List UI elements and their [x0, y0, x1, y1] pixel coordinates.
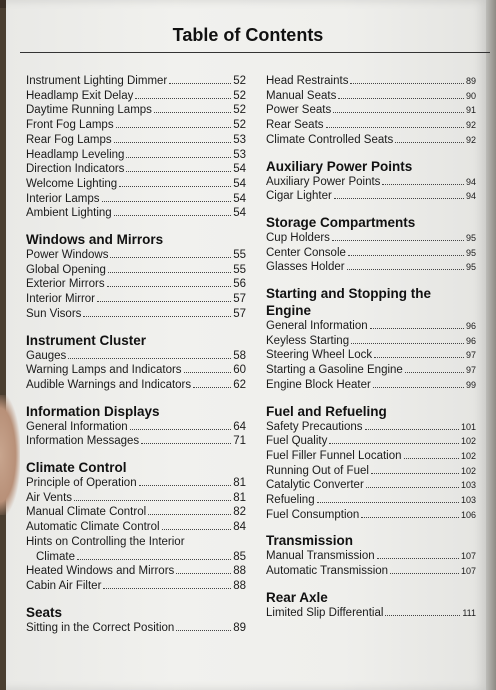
toc-entry[interactable]: [26, 292, 246, 307]
entry-label: Refueling: [266, 494, 315, 507]
dot-leader: [107, 286, 232, 287]
dot-leader: [382, 184, 464, 185]
entry-label: Interior Mirror: [26, 293, 96, 306]
page-number: 95: [465, 262, 476, 273]
entry-label: Power Windows: [26, 249, 109, 262]
toc-entry[interactable]: [266, 118, 476, 133]
dot-leader: [332, 240, 464, 241]
dot-leader: [169, 83, 231, 84]
entry-label: Direction Indicators: [26, 163, 125, 176]
entry-label: Head Restraints: [266, 75, 349, 87]
dot-leader: [154, 112, 231, 113]
dot-leader: [126, 171, 231, 172]
toc-entry[interactable]: [26, 621, 246, 636]
section-heading: Seats: [26, 604, 63, 620]
toc-entry[interactable]: [26, 363, 246, 378]
dot-leader: [374, 357, 464, 358]
toc-section: [266, 403, 476, 523]
dot-leader: [77, 559, 231, 560]
entry-label-continued: Climate: [36, 550, 75, 563]
dot-leader: [162, 529, 232, 530]
page-number: 52: [233, 104, 246, 117]
dot-leader: [371, 473, 459, 474]
page-number: 54: [233, 163, 246, 176]
entry-label: Engine Block Heater: [266, 378, 371, 391]
page-number: 94: [465, 191, 476, 202]
toc-entry[interactable]: [266, 378, 476, 393]
page-number: 84: [233, 521, 246, 534]
dot-leader: [390, 573, 459, 574]
page-number: 99: [465, 379, 476, 390]
entry-label: Manual Climate Control: [26, 506, 147, 519]
page-number: 85: [233, 550, 246, 563]
entry-label: Rear Seats: [266, 119, 324, 132]
dot-leader: [68, 358, 231, 359]
page-number: 102: [460, 436, 476, 447]
dot-leader: [350, 83, 464, 84]
dot-leader: [366, 487, 459, 488]
page-number: 53: [233, 133, 246, 146]
dot-leader: [351, 343, 464, 344]
page-number: 96: [465, 321, 476, 332]
entry-label: Cigar Lighter: [266, 190, 332, 203]
page-number: 111: [462, 607, 476, 618]
entry-label: Starting a Gasoline Engine: [266, 364, 403, 377]
toc-section: [266, 589, 476, 621]
toc-entry[interactable]: [26, 505, 246, 520]
toc-section: [26, 74, 246, 221]
dot-leader: [348, 255, 464, 256]
dot-leader: [148, 514, 231, 515]
dot-leader: [103, 588, 231, 589]
page-number: 97: [465, 365, 476, 376]
dot-leader: [361, 517, 459, 518]
toc-entry[interactable]: [266, 564, 476, 579]
toc-entry[interactable]: [26, 520, 246, 535]
dot-leader: [116, 127, 232, 128]
left-column: [26, 74, 246, 645]
dot-leader: [395, 142, 464, 143]
entry-label: Automatic Transmission: [266, 565, 389, 578]
toc-entry[interactable]: [266, 74, 476, 89]
section-heading: Information Displays: [26, 403, 160, 419]
page-number: 106: [460, 509, 476, 520]
page-number: 81: [233, 477, 246, 490]
page-number: 88: [233, 565, 246, 578]
toc-entry[interactable]: [26, 89, 246, 104]
page-number: 62: [233, 378, 246, 391]
page-number: 107: [460, 551, 476, 562]
dot-leader: [329, 443, 459, 444]
toc-entry[interactable]: [26, 148, 246, 163]
entry-label: Manual Transmission: [266, 550, 375, 563]
dot-leader: [404, 458, 459, 459]
entry-label: Welcome Lighting: [26, 177, 118, 190]
entry-label: Cabin Air Filter: [26, 579, 102, 592]
entry-label: Center Console: [266, 246, 346, 259]
page-number: 57: [233, 307, 246, 320]
page-number: 58: [233, 349, 246, 362]
dot-leader: [326, 127, 464, 128]
page-number: 57: [233, 293, 246, 306]
toc-entry[interactable]: [266, 260, 476, 275]
toc-section: [26, 403, 246, 449]
page-number: 71: [233, 435, 246, 448]
page-number: 54: [233, 177, 246, 190]
dot-leader: [184, 372, 232, 373]
page-number: 55: [233, 263, 246, 276]
page-number: 53: [233, 148, 246, 161]
dot-leader: [102, 201, 232, 202]
entry-label: Front Fog Lamps: [26, 119, 114, 132]
page-number: 64: [233, 420, 246, 433]
page-number: 52: [233, 75, 246, 87]
toc-entry[interactable]: [266, 89, 476, 104]
toc-section: [266, 74, 476, 148]
toc-entry[interactable]: [266, 549, 476, 564]
page-number: 92: [465, 134, 476, 145]
dot-leader: [130, 429, 232, 430]
entry-label: Limited Slip Differential: [266, 606, 384, 619]
entry-label: Safety Precautions: [266, 420, 363, 433]
entry-label: Hints on Controlling the Interior: [26, 535, 185, 548]
entry-label: Principle of Operation: [26, 477, 137, 490]
entry-label: Ambient Lighting: [26, 207, 112, 220]
section-heading: Fuel and Refueling: [266, 403, 387, 419]
toc-entry[interactable]: [26, 133, 246, 148]
entry-label: Sun Visors: [26, 307, 82, 320]
page-number: 55: [233, 249, 246, 262]
dot-leader: [334, 198, 464, 199]
toc-entry[interactable]: [26, 579, 246, 594]
toc-entry[interactable]: [26, 248, 246, 263]
toc-entry[interactable]: [26, 162, 246, 177]
entry-label: Catalytic Converter: [266, 479, 364, 492]
toc-entry[interactable]: [266, 348, 476, 363]
toc-entry[interactable]: [266, 363, 476, 378]
title-rule: [20, 52, 490, 53]
page-number: 52: [233, 89, 246, 102]
toc-entry[interactable]: [266, 434, 476, 449]
entry-label: Rear Fog Lamps: [26, 133, 112, 146]
toc-entry[interactable]: [266, 175, 476, 190]
toc-entry[interactable]: [26, 177, 246, 192]
section-heading: Rear Axle: [266, 589, 328, 605]
entry-label: Headlamp Exit Delay: [26, 89, 134, 102]
dot-leader: [110, 257, 231, 258]
right-column: [266, 74, 476, 631]
toc-entry[interactable]: [26, 349, 246, 364]
section-heading: Starting and Stopping the Engine: [266, 286, 431, 319]
dot-leader: [83, 316, 231, 317]
toc-entry[interactable]: [26, 263, 246, 278]
dot-leader: [74, 500, 231, 501]
dot-leader: [114, 215, 232, 216]
entry-label: Warning Lamps and Indicators: [26, 364, 182, 377]
page-number: 96: [465, 335, 476, 346]
dot-leader: [97, 301, 231, 302]
page-number: 60: [233, 364, 246, 377]
toc-entry[interactable]: [26, 434, 246, 449]
page-number: 91: [465, 105, 476, 116]
toc-entry[interactable]: [266, 319, 476, 334]
entry-label: Steering Wheel Lock: [266, 349, 373, 362]
dot-leader: [405, 372, 464, 373]
entry-label: Heated Windows and Mirrors: [26, 565, 175, 578]
dot-leader: [176, 630, 231, 631]
book-spine-shadow: [486, 0, 496, 690]
page-number: 52: [233, 119, 246, 132]
toc-entry[interactable]: [26, 476, 246, 491]
entry-label: Power Seats: [266, 104, 332, 117]
toc-entry[interactable]: [266, 606, 476, 621]
toc-entry[interactable]: [266, 133, 476, 148]
page-number: 81: [233, 491, 246, 504]
entry-label: General Information: [26, 420, 128, 433]
toc-section: [266, 214, 476, 275]
toc-entry[interactable]: [266, 420, 476, 435]
page-number: 54: [233, 192, 246, 205]
page-number: 82: [233, 506, 246, 519]
entry-label: Automatic Climate Control: [26, 521, 160, 534]
dot-leader: [373, 387, 464, 388]
entry-label: Instrument Lighting Dimmer: [26, 75, 168, 87]
entry-label: Auxiliary Power Points: [266, 175, 381, 188]
page-number: 103: [460, 495, 476, 506]
page-number: 90: [465, 90, 476, 101]
toc-section: [266, 158, 476, 204]
toc-entry[interactable]: [266, 464, 476, 479]
thumb: [0, 395, 20, 515]
entry-label: Fuel Quality: [266, 435, 328, 448]
dot-leader: [108, 272, 231, 273]
entry-label: Keyless Starting: [266, 334, 350, 347]
page-number: 95: [465, 232, 476, 243]
entry-label: Daytime Running Lamps: [26, 104, 152, 117]
dot-leader: [126, 157, 231, 158]
page-number: 102: [460, 450, 476, 461]
page-number: 56: [233, 278, 246, 291]
page-number: 97: [465, 350, 476, 361]
entry-label: Interior Lamps: [26, 192, 100, 205]
page-number: 95: [465, 247, 476, 258]
toc-entry[interactable]: [266, 508, 476, 523]
section-heading: Storage Compartments: [266, 214, 416, 230]
toc-entry[interactable]: [26, 420, 246, 435]
toc-entry[interactable]: [266, 449, 476, 464]
entry-label: Running Out of Fuel: [266, 464, 369, 477]
toc-entry[interactable]: [26, 74, 246, 89]
page-number: 92: [465, 120, 476, 131]
toc-section: [266, 532, 476, 578]
entry-label: Global Opening: [26, 263, 106, 276]
entry-label: Cup Holders: [266, 231, 330, 244]
toc-entry[interactable]: [266, 189, 476, 204]
page-number: 89: [233, 621, 246, 634]
toc-entry[interactable]: [266, 103, 476, 118]
entry-label: Manual Seats: [266, 89, 337, 102]
section-heading: Auxiliary Power Points: [266, 158, 413, 174]
page-number: 89: [465, 76, 476, 86]
toc-entry[interactable]: [26, 103, 246, 118]
toc-entry[interactable]: [26, 535, 246, 564]
entry-label: General Information: [266, 320, 368, 333]
dot-leader: [347, 269, 464, 270]
toc-entry[interactable]: [26, 277, 246, 292]
section-heading: Transmission: [266, 533, 354, 549]
toc-section: [26, 604, 246, 636]
entry-label: Headlamp Leveling: [26, 148, 125, 161]
page-number: 101: [460, 421, 476, 432]
page-number: 54: [233, 207, 246, 220]
toc-section: [26, 332, 246, 393]
dot-leader: [317, 502, 459, 503]
dot-leader: [385, 615, 460, 616]
page-title: Table of Contents: [172, 25, 324, 45]
toc-entry[interactable]: [266, 334, 476, 349]
page-number: 107: [460, 566, 476, 577]
dot-leader: [141, 443, 231, 444]
toc-entry[interactable]: [26, 491, 246, 506]
entry-label: Air Vents: [26, 491, 73, 504]
page-number: 88: [233, 579, 246, 592]
dot-leader: [114, 142, 232, 143]
toc-section: [266, 285, 476, 393]
toc-entry[interactable]: [26, 118, 246, 133]
section-heading: Windows and Mirrors: [26, 232, 164, 248]
entry-label: Fuel Consumption: [266, 508, 360, 521]
toc-section: [26, 231, 246, 322]
entry-label: Information Messages: [26, 435, 140, 448]
toc-section: [26, 459, 246, 594]
dot-leader: [338, 98, 464, 99]
entry-label: Fuel Filler Funnel Location: [266, 449, 402, 462]
toc-entry[interactable]: [26, 307, 246, 322]
entry-label: Climate Controlled Seats: [266, 133, 394, 146]
toc-entry[interactable]: [26, 192, 246, 207]
toc-entry[interactable]: [266, 246, 476, 261]
toc-entry[interactable]: [266, 231, 476, 246]
entry-label: Exterior Mirrors: [26, 278, 105, 291]
dot-leader: [377, 558, 459, 559]
section-heading: Climate Control: [26, 460, 127, 476]
toc-entry[interactable]: [266, 478, 476, 493]
page-number: 103: [460, 480, 476, 491]
dot-leader: [139, 485, 232, 486]
dot-leader: [135, 98, 231, 99]
toc-entry[interactable]: [26, 564, 246, 579]
entry-label: Sitting in the Correct Position: [26, 621, 175, 634]
dot-leader: [193, 387, 231, 388]
entry-label: Glasses Holder: [266, 261, 345, 274]
toc-entry[interactable]: [26, 378, 246, 393]
dot-leader: [370, 328, 464, 329]
dot-leader: [333, 112, 464, 113]
toc-entry[interactable]: [266, 493, 476, 508]
page-number: 102: [460, 465, 476, 476]
section-heading: Instrument Cluster: [26, 332, 147, 348]
toc-entry[interactable]: [26, 206, 246, 221]
entry-label: Audible Warnings and Indicators: [26, 378, 192, 391]
page-number: 94: [465, 176, 476, 187]
dot-leader: [176, 573, 231, 574]
dot-leader: [365, 429, 459, 430]
entry-label: Gauges: [26, 349, 67, 362]
dot-leader: [119, 186, 231, 187]
